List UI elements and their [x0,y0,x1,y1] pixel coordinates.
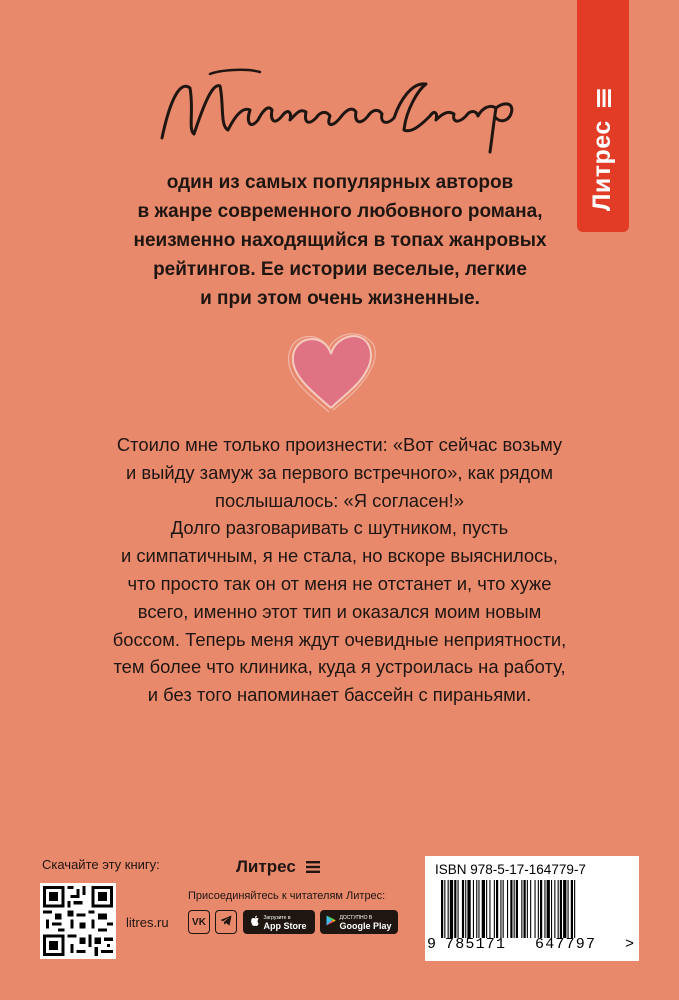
barcode-bar [462,880,464,938]
barcode-bar [496,880,498,938]
litres-tab-label: Литрес [588,120,617,212]
about-line: неизменно находящийся в топах жанровых [133,230,547,251]
barcode-bar [482,880,485,938]
barcode-bar [486,880,487,938]
ean-first-digit: 9 [427,936,438,953]
barcode-bar [544,880,545,938]
annotation-line: и без того напоминает бассейн с пираньями. [147,684,532,706]
barcode-bar [514,880,515,938]
barcode-bar [558,880,559,938]
barcode-bar [489,880,490,938]
litres-tab-logo [588,89,618,211]
barcode-bar [444,880,445,938]
barcode-bar [458,880,459,938]
barcode-bar [507,880,508,938]
about-line: один из самых популярных авторов [166,172,514,193]
barcode-bar [530,880,531,938]
barcode-bar [574,880,575,938]
litres-bars-icon [589,89,618,107]
ean-left-group: 785171 [445,936,507,953]
barcode-bar [454,880,456,938]
barcode-bar [448,880,449,938]
barcode-image [437,880,627,938]
barcode-bar [560,880,562,938]
googleplay-label: Google Play [339,921,392,931]
barcode-bar [547,880,550,938]
barcode-bar [516,880,518,938]
isbn-label: ISBN 978-5-17-164779-7 [435,862,586,877]
barcode-bar [538,880,539,938]
googleplay-small-label: ДОСТУПНО В [339,915,373,921]
barcode-bar [551,880,552,938]
appstore-button[interactable] [243,910,315,934]
barcode-bar [524,880,526,938]
telegram-icon [220,915,232,929]
barcode-bar [540,880,542,938]
barcode-bar [441,880,443,938]
apple-icon [251,915,260,929]
author-about [110,168,570,313]
author-signature [150,60,530,160]
barcode-bar [554,880,555,938]
barcode-bar [535,880,536,938]
litres-logo [236,857,320,878]
annotation-line: боссом. Теперь меня ждут очевидные неприятности, [112,628,567,650]
qr-code[interactable] [40,883,116,959]
litres-logo-label: Литрес [236,857,296,876]
barcode-bar [510,880,512,938]
annotation-line: всего, именно этот тип и оказался моим новым [137,600,542,622]
download-label: Скачайте эту книгу: [42,857,160,872]
barcode-bar [521,880,522,938]
qr-code-icon [40,883,116,959]
barcode-bar [478,880,479,938]
vk-icon: VK [192,916,206,928]
telegram-button[interactable] [215,910,237,934]
annotation-line: послышалось: «Я согласен!» [215,489,464,511]
litres-tab [577,0,629,232]
google-play-icon [326,915,336,929]
barcode-bar [465,880,466,938]
barcode-bar [503,880,504,938]
book-annotation [60,431,619,709]
annotation-line: и симпатичным, я не стала, но вскоре выяснилось, [120,545,559,567]
annotation-line: что просто так он от меня не отстанет и, что хуже [127,572,552,594]
isbn-barcode-box [425,856,639,961]
site-link[interactable]: litres.ru [126,915,169,930]
about-line: и при этом очень жизненные. [200,288,480,309]
barcode-bar [473,880,474,938]
barcode-bar [527,880,528,938]
barcode-bar [571,880,573,938]
appstore-small-label: Загрузите в [263,915,291,921]
author-signature-image [150,60,530,160]
barcode-bar [494,880,495,938]
join-readers-label: Присоединяйтесь к читателям Литрес: [188,890,386,902]
barcode-bar [450,880,453,938]
about-line: рейтингов. Ее истории веселые, легкие [153,259,527,280]
barcode-bar [568,880,569,938]
barcode-bar [500,880,501,938]
ean-arrow: > [625,936,636,953]
about-line: в жанре современного любовного романа, [137,201,543,222]
litres-bars-icon [306,858,320,878]
annotation-line: Долго разговаривать с шутником, пусть [170,517,509,539]
annotation-line: и выйду замуж за первого встречного», как рядом [125,461,553,483]
barcode-bar [467,880,470,938]
googleplay-button[interactable] [320,910,398,934]
ean-right-group: 647797 [535,936,597,953]
annotation-line: Стоило мне только произнести: «Вот сейчас возьму [116,434,563,455]
vk-button[interactable] [188,910,210,934]
barcode-bar [476,880,477,938]
annotation-line: тем более что клиника, куда я устроилась на работу, [113,656,566,678]
barcode-bar [563,880,566,938]
heart-icon [283,328,379,414]
appstore-label: App Store [263,921,307,931]
